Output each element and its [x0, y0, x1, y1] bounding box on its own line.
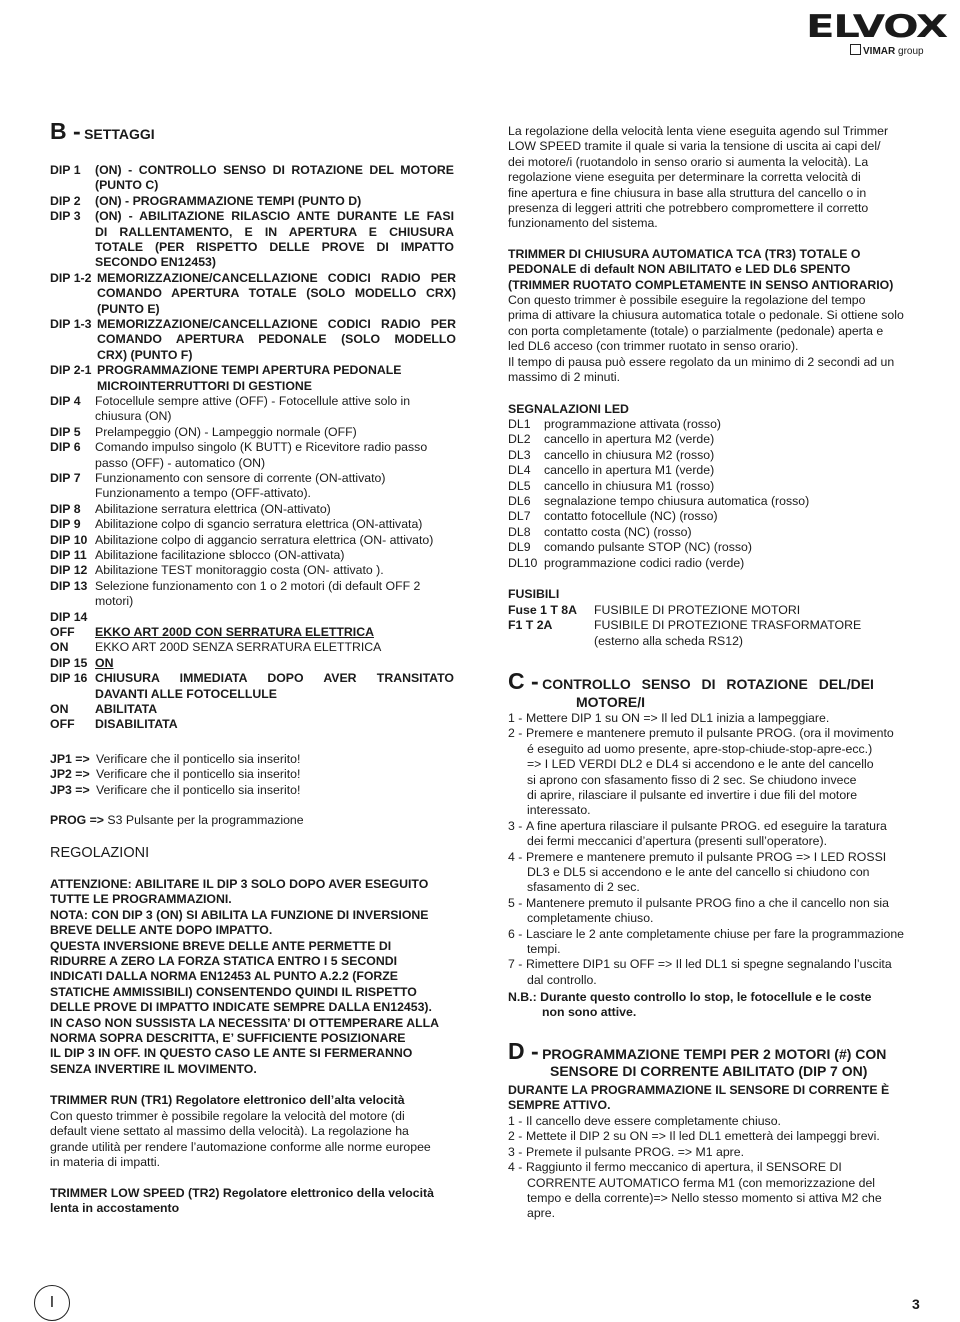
tr1-title: TRIMMER RUN (TR1) Regolatore elettronico dell’alta velocità — [50, 1093, 405, 1107]
dip-value: Prelampeggio (ON) - Lampeggio normale (OFF) — [95, 424, 357, 439]
lowspeed-line: LOW SPEED tramite il quale si varia la tensione di uscita ai capi del/ — [508, 139, 881, 154]
dip-key: DIP 9 — [50, 517, 81, 532]
led-text: programmazione attivata (rosso) — [544, 417, 722, 431]
dip-key: DIP 1 — [50, 163, 81, 177]
step-text: A fine apertura rilasciare il pulsante PROG. ed eseguire la taratura — [526, 818, 887, 833]
led-key: DL3 — [508, 447, 531, 462]
fuse-title: FUSIBILI — [508, 587, 560, 601]
dip-value: DISABILITATA — [95, 717, 178, 732]
page-number: 3 — [912, 1296, 920, 1312]
led-key: DL7 — [508, 509, 531, 524]
step-text: dal controllo. — [527, 972, 597, 987]
dip-key: DIP 16 — [50, 671, 88, 686]
nb-line: N.B.: Durante questo controllo lo stop, le fotocellule e le coste — [508, 990, 872, 1004]
lowspeed-line: fine apertura e fine chiusura in base alla struttura del cancello o in — [508, 185, 867, 200]
dip-value: DI RALLENTAMENTO, E IN APERTURA E CHIUSURA — [95, 224, 454, 239]
led-key: DL6 — [508, 494, 531, 508]
section-b-letter: B - — [50, 118, 81, 144]
dip-value: Funzionamento con sensore di corrente (ON-attivato) — [95, 471, 386, 485]
regolazioni-title: REGOLAZIONI — [50, 845, 150, 861]
dip-value: Comando impulso singolo (K BUTT) e Ricevitore radio passo — [95, 440, 428, 455]
fuse-key: F1 T 2A — [508, 618, 553, 633]
dip-value: EKKO ART 200D SENZA SERRATURA ELETTRICA — [95, 640, 382, 655]
vimar-group-mark: VIMAR group — [850, 44, 924, 57]
step-text: Premere e mantenere premuto il pulsante PROG. (ora il movimento — [526, 726, 894, 741]
fuse-text: (esterno alla scheda RS12) — [594, 633, 744, 648]
step-text: Lasciare le 2 ante completamente chiuse per fare la programmazione — [526, 926, 904, 941]
tr1-line: in materia di impatti. — [50, 1155, 161, 1170]
dip-value: Abilitazione colpo di sgancio serratura elettrica (ON-attivata) — [95, 517, 423, 532]
led-key: DL5 — [508, 478, 531, 493]
warning-line: IN CASO NON SUSSISTA LA NECESSITA’ DI OTTEMPERARE ALLA — [50, 1015, 439, 1030]
dip-key: DIP 1-3 — [50, 317, 92, 331]
step-text: Rimettere DIP1 su OFF => Il led DL1 si spegne segnalando l’uscita — [526, 957, 892, 972]
led-text: contatto costa (NC) (rosso) — [544, 524, 692, 539]
dip-value: DAVANTI ALLE FOTOCELLULE — [95, 686, 277, 701]
section-b-title: SETTAGGI — [84, 126, 155, 142]
led-text: cancello in chiusura M1 (rosso) — [544, 478, 715, 493]
step-text: CORRENTE AUTOMATICO ferma M1 (con memorizzazione del — [527, 1175, 876, 1190]
jumper-text: Verificare che il ponticello sia inserito! — [96, 752, 301, 766]
tca-line: massimo di 2 minuti. — [508, 370, 621, 384]
step-text: Il cancello deve essere completamente chiuso. — [526, 1114, 781, 1128]
dip-value: MEMORIZZAZIONE/CANCELLAZIONE CODICI RADIO PER — [97, 317, 456, 331]
tca-title-line: (TRIMMER RUOTATO COMPLETAMENTE IN SENSO ANTIORARIO) — [508, 277, 894, 292]
led-text: cancello in chiusura M2 (rosso) — [544, 447, 715, 462]
dip-value: (ON) - PROGRAMMAZIONE TEMPI (PUNTO D) — [95, 193, 362, 208]
dip-value: Abilitazione TEST monitoraggio costa (ON- attivato ). — [95, 563, 384, 578]
jumper-text: Verificare che il ponticello sia inserito! — [96, 782, 301, 797]
step-text: Premere e mantenere premuto il pulsante PROG => I LED ROSSI — [526, 849, 887, 864]
tca-line: Il tempo di pausa può essere regolato da un minimo di 2 secondi ad un — [508, 354, 895, 369]
dip-key: OFF — [50, 625, 75, 639]
warning-line: RIDURRE A ZERO LA FORZA STATICA ENTRO I 5 SECONDI — [50, 954, 398, 968]
step-text: completamente chiuso. — [527, 911, 654, 926]
warning-line: QUESTA INVERSIONE BREVE DELLE ANTE PERMETTE DI — [50, 938, 392, 953]
dip-value: (PUNTO C) — [95, 178, 159, 193]
step-text: interessato. — [527, 803, 591, 818]
dip-value: Abilitazione colpo di aggancio serratura elettrica (ON- attivato) — [95, 532, 434, 547]
warning-line: SENZA INVERTIRE IL MOVIMENTO. — [50, 1061, 257, 1076]
led-text: comando pulsante STOP (NC) (rosso) — [544, 540, 752, 555]
dip-key: DIP 14 — [50, 609, 88, 624]
step-number: 3 - — [508, 1144, 523, 1159]
step-text: Mettere DIP 1 su ON => Il led DL1 inizia a lampeggiare. — [526, 711, 830, 725]
dip-key: DIP 15 — [50, 655, 88, 670]
dip-value: EKKO ART 200D CON SERRATURA ELETTRICA — [95, 625, 374, 639]
section-d-sub-line: SEMPRE ATTIVO. — [508, 1098, 611, 1113]
tr2-line: lenta in accostamento — [50, 1201, 180, 1216]
step-number: 1 - — [508, 711, 523, 725]
fuse-text: FUSIBILE DI PROTEZIONE MOTORI — [594, 603, 801, 617]
step-text: si aprono con sfasamento fisso di 2 sec. Se chiudono invece — [527, 772, 857, 787]
step-text: => I LED VERDI DL2 e DL4 si accendono e le ante del cancello — [527, 757, 874, 772]
step-number: 4 - — [508, 1160, 523, 1175]
step-text: Mantenere premuto il pulsante PROG fino a che il cancello non sia — [526, 895, 889, 910]
warning-line: IL DIP 3 IN OFF. IN QUESTO CASO LE ANTE SI FERMERANNO — [50, 1046, 413, 1061]
step-text: Mettete il DIP 2 su ON => Il led DL1 emetterà dei lampeggi brevi. — [526, 1129, 880, 1144]
dip-value: CRX) (PUNTO F) — [97, 347, 193, 362]
section-c-heading: C - CONTROLLO SENSO DI ROTAZIONE DEL/DEI — [508, 668, 874, 694]
tca-line: Con questo trimmer è possibile eseguire la regolazione del tempo — [508, 293, 866, 307]
dip-key: DIP 4 — [50, 394, 81, 408]
tr2-line: TRIMMER LOW SPEED (TR2) Regolatore elettronico della velocità — [50, 1186, 434, 1200]
dip-value: motori) — [95, 594, 134, 609]
dip-key: ON — [50, 640, 69, 655]
dip-value: passo (OFF) - automatico (ON) — [95, 455, 266, 470]
dip-value: SECONDO EN12453) — [95, 255, 216, 270]
dip-key: DIP 3 — [50, 209, 81, 224]
dip-value: CHIUSURA IMMEDIATA DOPO AVER TRANSITATO — [95, 671, 454, 686]
dip-value: ABILITATA — [95, 702, 158, 716]
lowspeed-line: presenza di leggeri attriti che potrebbero compromettere il corretto — [508, 201, 869, 215]
led-text: cancello in apertura M1 (verde) — [544, 463, 715, 478]
jumper-key: JP3 => — [50, 782, 90, 797]
step-text: Raggiunto il fermo meccanico di apertura, il SENSORE DI — [526, 1160, 842, 1175]
dip-key: DIP 12 — [50, 563, 88, 578]
dip-value: Abilitazione facilitazione sblocco (ON-attivata) — [95, 548, 345, 562]
step-number: 5 - — [508, 895, 523, 910]
dip-value: Funzionamento a tempo (OFF-attivato). — [95, 486, 311, 501]
dip-key: DIP 11 — [50, 548, 87, 562]
dip-value: ON — [95, 655, 114, 670]
vimar-square-icon — [850, 44, 861, 55]
warning-line: NORMA SOPRA DESCRITTA, E’ SUFFICIENTE POSIZIONARE — [50, 1031, 406, 1045]
tr1-line: grande utilità per rendere l’automazione conforme alle norme europee — [50, 1139, 431, 1154]
step-number: 2 - — [508, 726, 523, 741]
tr1-line: default viene settato al massimo della velocità). La regolazione ha — [50, 1124, 409, 1139]
step-number: 3 - — [508, 818, 523, 833]
fuse-text: FUSIBILE DI PROTEZIONE TRASFORMATORE — [594, 618, 862, 633]
elvox-logo-text: ELVOX — [806, 9, 947, 45]
dip-value: (ON) - CONTROLLO SENSO DI ROTAZIONE DEL MOTORE — [95, 163, 454, 177]
lowspeed-line: La regolazione della velocità lenta viene eseguita agendo sul Trimmer — [508, 124, 889, 138]
jumper-text: Verificare che il ponticello sia inserito! — [96, 767, 301, 782]
led-key: DL2 — [508, 432, 531, 447]
dip-key: DIP 8 — [50, 501, 81, 516]
warning-line: BREVE DELLE ANTE DOPO IMPATTO. — [50, 923, 273, 938]
dip-value: TOTALE (PER RISPETTO DELLE PROVE DI IMPATTO — [95, 240, 454, 254]
warning-line: NOTA: CON DIP 3 (ON) SI ABILITA LA FUNZIONE DI INVERSIONE — [50, 907, 429, 922]
dip-value: Fotocellule sempre attive (OFF) - Fotocellule attive solo in — [95, 394, 411, 408]
dip-key: OFF — [50, 717, 75, 732]
prog-line: PROG => S3 Pulsante per la programmazione — [50, 813, 304, 827]
step-text: DL3 e DL5 si accendono e le ante del cancello si chiudono con — [527, 865, 870, 879]
section-b-heading — [50, 118, 155, 144]
step-text: é eseguito ad uomo presente, apre-stop-chiude-stop-apre-ecc.) — [527, 741, 873, 756]
dip-value: (PUNTO E) — [97, 301, 160, 316]
step-number: 1 - — [508, 1114, 523, 1128]
step-text: apre. — [527, 1206, 556, 1221]
lowspeed-line: funzionamento del sistema. — [508, 216, 658, 231]
step-number: 4 - — [508, 849, 523, 864]
nb-line: non sono attive. — [542, 1005, 637, 1019]
step-text: Premete il pulsante PROG. => M1 apre. — [526, 1144, 745, 1159]
dip-value: MEMORIZZAZIONE/CANCELLAZIONE CODICI RADIO PER — [97, 270, 456, 285]
tca-line: con porta completamente (totale) o parzialmente (pedonale) aperta e — [508, 323, 884, 338]
jumper-key: JP1 => — [50, 752, 90, 766]
led-text: segnalazione tempo chiusura automatica (rosso) — [544, 494, 810, 508]
jumper-key: JP2 => — [50, 767, 90, 782]
step-text: sfasamento di 2 sec. — [527, 880, 640, 895]
tca-title-line: TRIMMER DI CHIUSURA AUTOMATICA TCA (TR3) TOTALE O — [508, 247, 861, 261]
step-text: dei fermi meccanici d’apertura (presenti sull’operatore). — [527, 834, 828, 849]
warning-line: INDICATI DALLA NORMA EN12453 AL PUNTO A.2.2 (FORZE — [50, 969, 398, 984]
section-d-heading: D - PROGRAMMAZIONE TEMPI PER 2 MOTORI (#) CON — [508, 1038, 887, 1064]
led-key: DL8 — [508, 524, 531, 539]
tca-line: led DL6 acceso (con trimmer ruotato in senso orario). — [508, 339, 799, 354]
led-text: cancello in apertura M2 (verde) — [544, 432, 715, 447]
dip-key: DIP 2-1 — [50, 363, 92, 378]
brand-logo — [806, 9, 947, 57]
step-number: 6 - — [508, 926, 523, 941]
led-key: DL4 — [508, 463, 531, 478]
section-c-title-2: MOTORE/I — [576, 694, 645, 710]
dip-value: PROGRAMMAZIONE TEMPI APERTURA PEDONALE — [97, 363, 402, 378]
step-number: 2 - — [508, 1129, 523, 1144]
led-key: DL9 — [508, 540, 531, 555]
dip-key: DIP 7 — [50, 471, 81, 485]
step-number: 7 - — [508, 957, 523, 972]
led-key: DL10 — [508, 555, 538, 570]
dip-key: DIP 5 — [50, 424, 81, 439]
fuse-key: Fuse 1 T 8A — [508, 603, 578, 617]
lowspeed-line: dei motore/i (ruotandolo in senso orario si aumenta la velocità). La — [508, 154, 869, 169]
dip-key: DIP 1-2 — [50, 270, 92, 285]
led-text: programmazione codici radio (verde) — [544, 555, 745, 570]
dip-key: DIP 6 — [50, 440, 81, 455]
step-text: di aprire, rilasciare il pulsante ed invertire i due fili del motore — [527, 788, 858, 802]
led-text: contatto fotocellule (NC) (rosso) — [544, 509, 718, 524]
dip-value: Abilitazione serratura elettrica (ON-attivato) — [95, 501, 331, 516]
dip-key: DIP 2 — [50, 193, 81, 208]
dip-value: (ON) - ABILITAZIONE RILASCIO ANTE DURANTE LE FASI — [95, 209, 454, 224]
warning-line: ATTENZIONE: ABILITARE IL DIP 3 SOLO DOPO AVER ESEGUITO — [50, 877, 429, 891]
step-text: tempi. — [527, 942, 561, 956]
warning-line: STATICHE AMMISSIBILI) CONSENTENDO QUINDI IL RISPETTO — [50, 984, 417, 999]
dip-value: chiusura (ON) — [95, 409, 172, 424]
tr1-line: Con questo trimmer è possibile regolare la velocità del motore (di — [50, 1109, 405, 1123]
dip-value: Selezione funzionamento con 1 o 2 motori (di default OFF 2 — [95, 578, 421, 593]
dip-key: ON — [50, 702, 69, 716]
step-text: tempo e della corrente)=> Nello stesso momento si attiva M2 che — [527, 1191, 882, 1205]
led-key: DL1 — [508, 417, 531, 431]
warning-line: DELLE PROVE DI IMPATTO INDICATE SEMPRE DALLA EN12453). — [50, 1000, 432, 1015]
dip-value: COMANDO APERTURA PEDONALE (SOLO MODELLO — [97, 332, 456, 347]
tca-title-line: PEDONALE di default NON ABILITATO e LED DL6 SPENTO — [508, 262, 851, 277]
dip-key: DIP 13 — [50, 578, 88, 593]
tca-line: prima di attivare la chiusura automatica totale o pedonale. Si ottiene solo — [508, 308, 904, 323]
lowspeed-line: regolazione viene eseguita per determinare la corretta velocità di — [508, 170, 861, 185]
language-badge: I — [34, 1285, 70, 1321]
led-title: SEGNALAZIONI LED — [508, 402, 629, 416]
section-d-title-2: SENSORE DI CORRENTE ABILITATO (DIP 7 ON) — [550, 1063, 868, 1079]
dip-key: DIP 10 — [50, 532, 88, 547]
warning-line: TUTTE LE PROGRAMMAZIONI. — [50, 892, 232, 907]
dip-value: COMANDO APERTURA TOTALE (SOLO MODELLO CRX) — [97, 286, 456, 301]
section-d-sub-line: DURANTE LA PROGRAMMAZIONE IL SENSORE DI CORRENTE È — [508, 1083, 890, 1097]
dip-value: MICROINTERRUTTORI DI GESTIONE — [97, 378, 312, 393]
